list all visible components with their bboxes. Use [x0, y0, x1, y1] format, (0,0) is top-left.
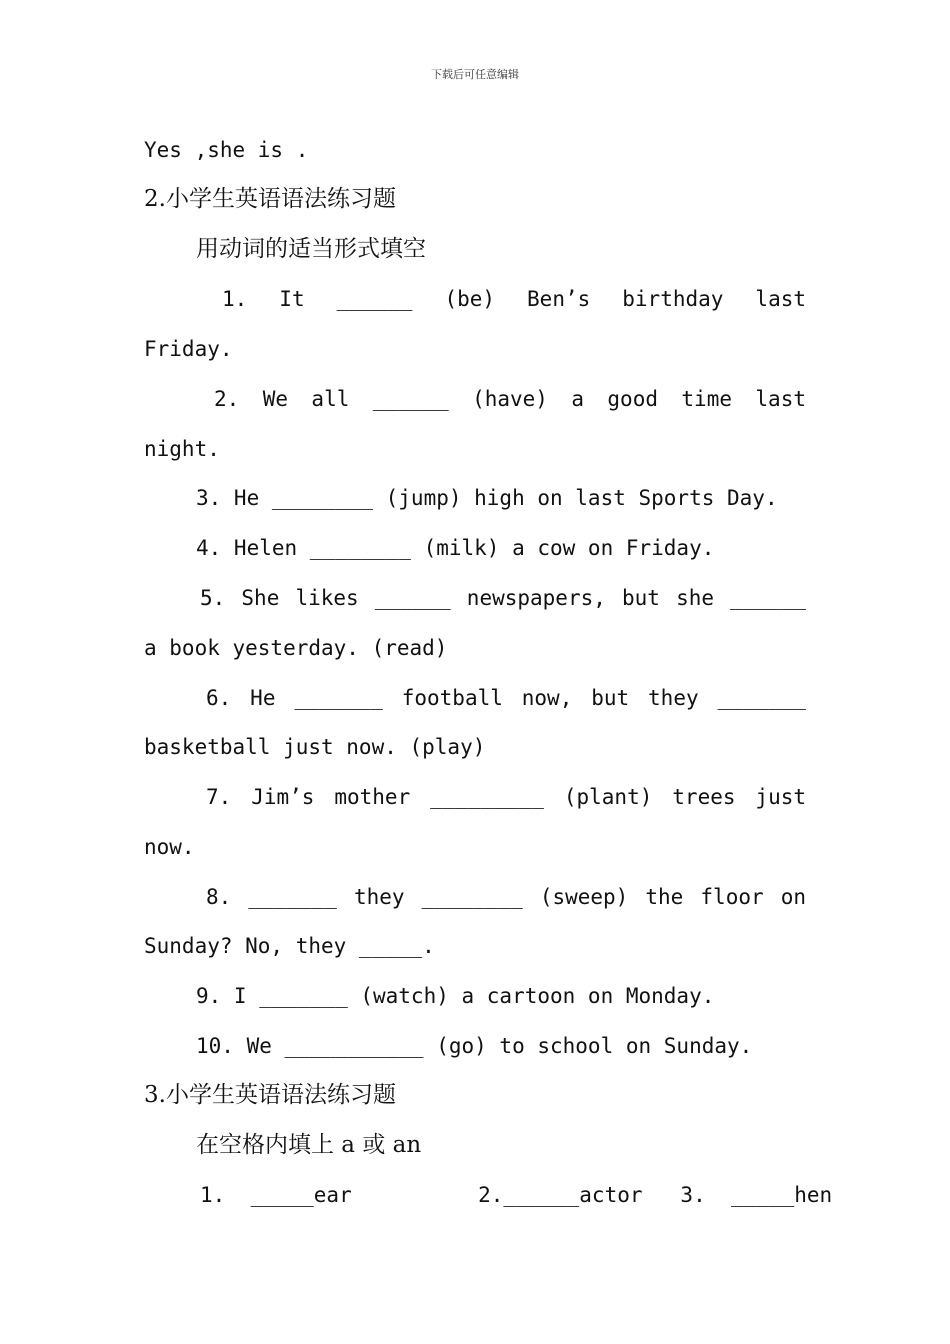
question-9: 9. I _______ (watch) a cartoon on Monday.: [196, 984, 715, 1008]
question-4: 4. Helen ________ (milk) a cow on Friday.: [196, 536, 715, 560]
question-8-cont: Sunday? No, they _____.: [144, 934, 435, 958]
question-6: 6. He _______ football now, but they _______: [206, 686, 806, 710]
section-heading-2: 2.小学生英语语法练习题: [144, 186, 396, 212]
question-5-cont: a book yesterday. (read): [144, 636, 448, 660]
question-8: 8. _______ they ________ (sweep) the floor on: [206, 885, 806, 909]
answer-line: Yes ,she is .: [144, 138, 309, 162]
section-heading-3: 3.小学生英语语法练习题: [144, 1082, 396, 1108]
instruction-fill-verb: 用动词的适当形式填空: [196, 236, 426, 262]
question-6-cont: basketball just now. (play): [144, 735, 486, 759]
page-header: 下载后可任意编辑: [431, 68, 519, 81]
question-7: 7. Jim’s mother _________ (plant) trees just: [206, 785, 806, 809]
question-5: 5. She likes ______ newspapers, but she ______: [200, 586, 806, 610]
question-1: 1. It ______ (be) Ben’s birthday last: [222, 287, 806, 311]
question-7-cont: now.: [144, 835, 195, 859]
instruction-a-or-an: 在空格内填上 a 或 an: [196, 1132, 422, 1158]
question-2: 2. We all ______ (have) a good time last: [214, 387, 806, 411]
question-3: 3. He ________ (jump) high on last Sports Day.: [196, 486, 778, 510]
article-questions: 1. _____ear 2.______actor 3. _____hen: [200, 1183, 833, 1207]
question-10: 10. We ___________ (go) to school on Sunday.: [196, 1034, 753, 1058]
question-2-cont: night.: [144, 437, 220, 461]
question-1-cont: Friday.: [144, 337, 233, 361]
